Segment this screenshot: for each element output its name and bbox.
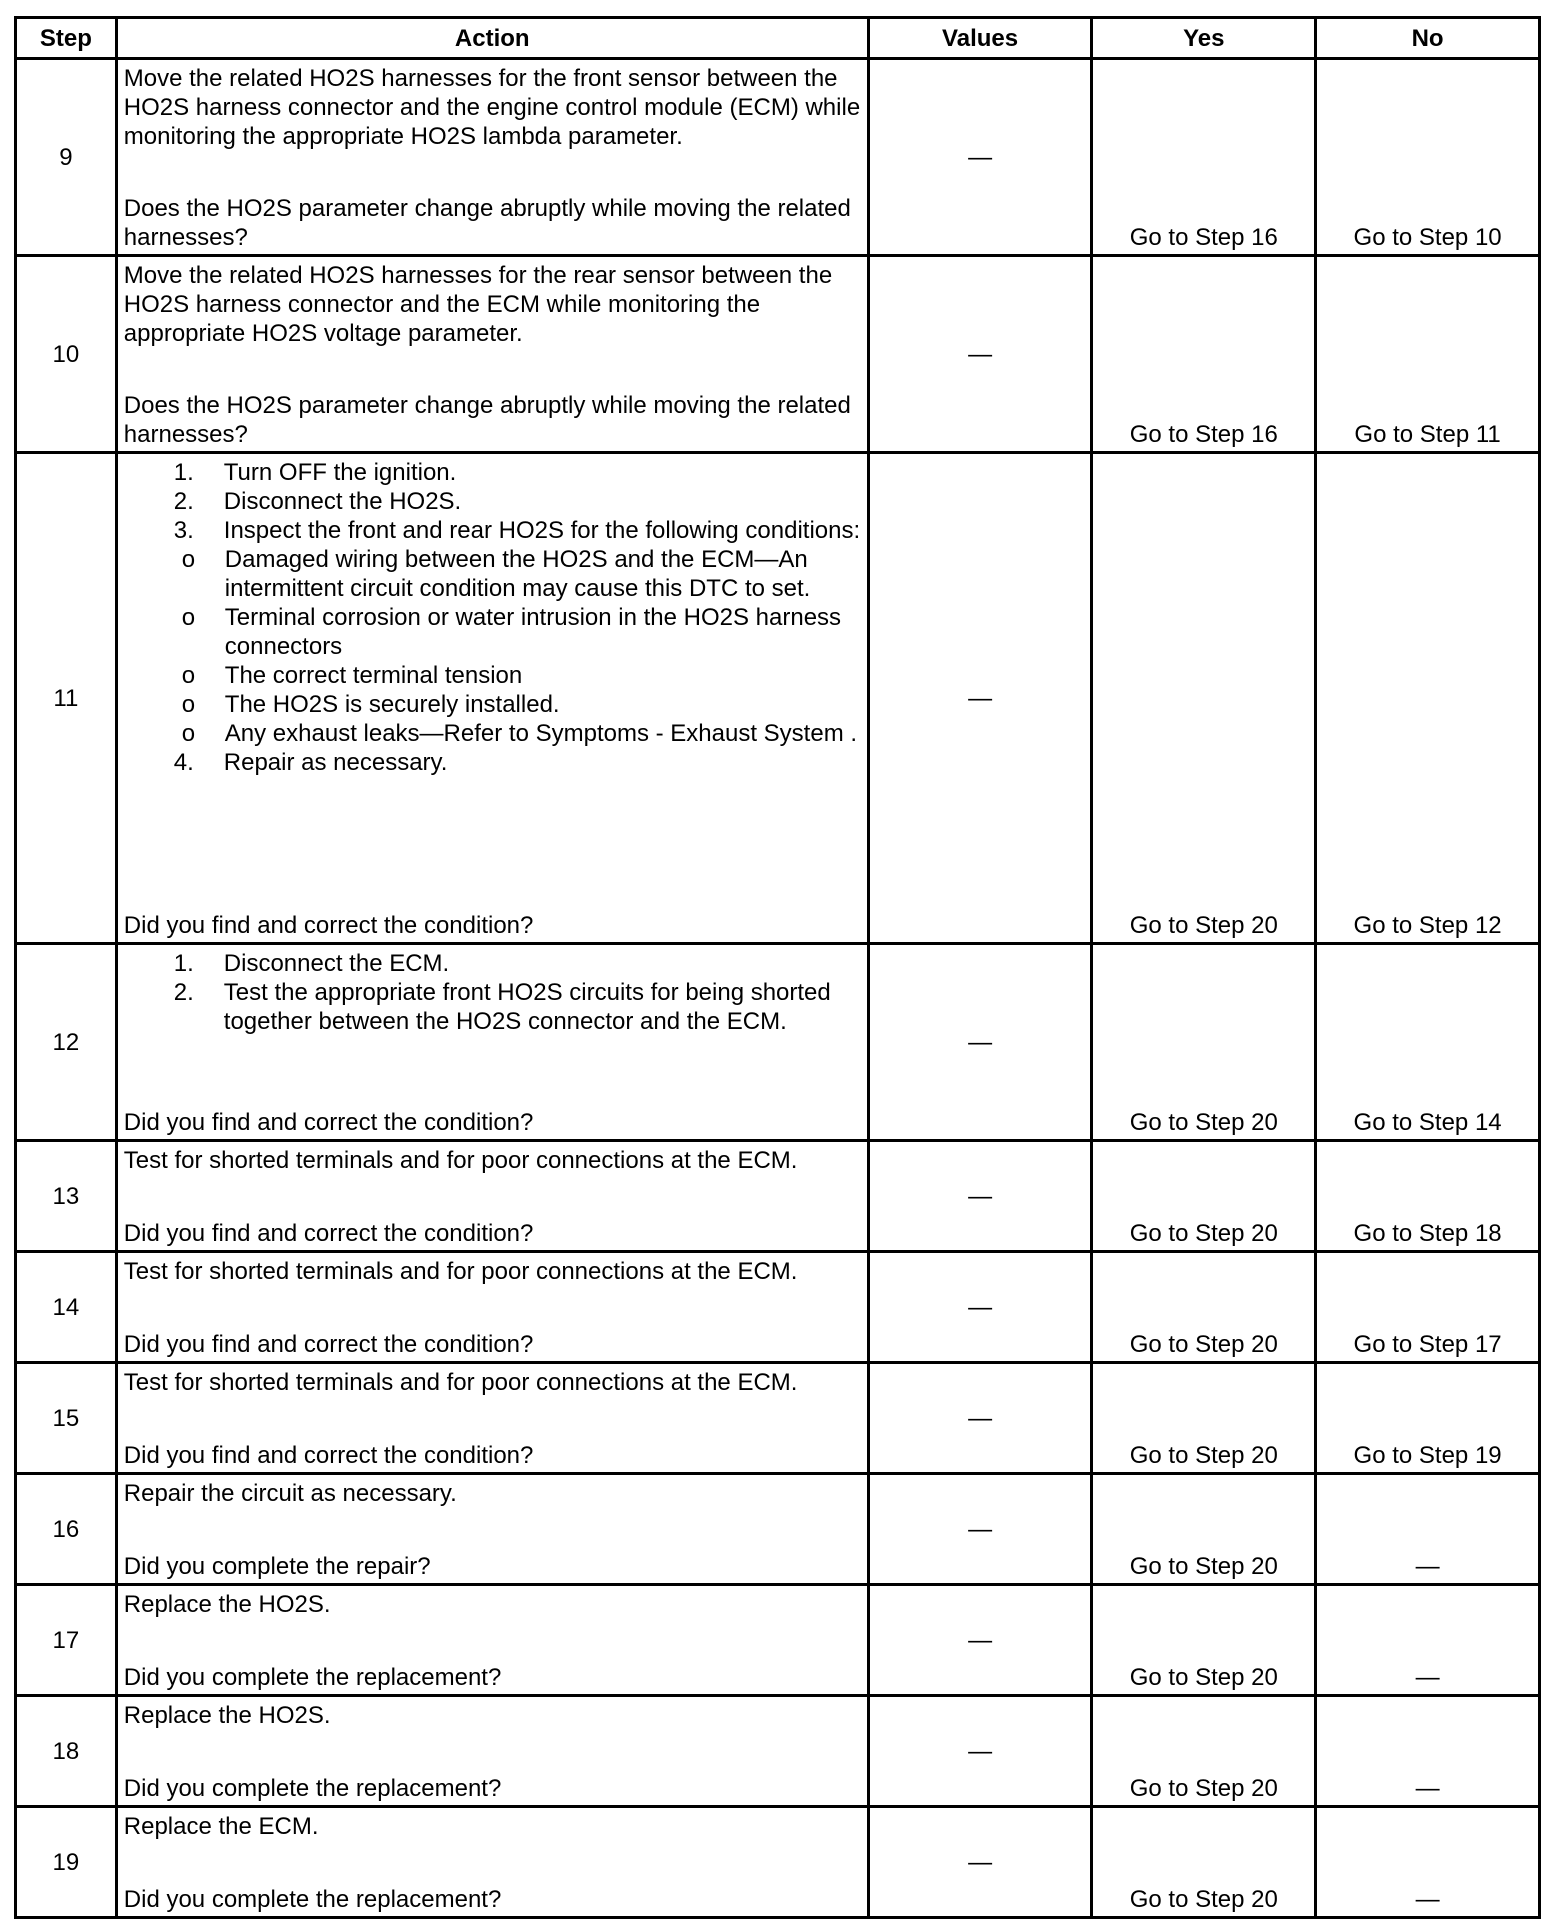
values-cell: — [868,59,1092,256]
step-number: 11 [16,453,117,944]
action-question: Does the HO2S parameter change abruptly while moving the related harnesses? [123,195,851,251]
action-text: Test for shorted terminals and for poor connections at the ECM. [123,1369,798,1396]
bullet-icon: o [181,720,196,747]
yes-link[interactable]: Go to Step 20 [1129,1331,1278,1358]
values-cell: — [868,1696,1092,1807]
list-item: 4. Repair as necessary. [173,749,448,776]
values-cell: — [868,1585,1092,1696]
values-cell: — [868,256,1092,453]
step-number: 16 [16,1474,117,1585]
sublist-item: o The correct terminal tension [181,662,523,689]
action-question: Did you find and correct the condition? [123,1331,534,1358]
bullet-icon: o [181,604,196,631]
action-text: Test for shorted terminals and for poor connections at the ECM. [123,1258,798,1285]
yes-link[interactable]: Go to Step 20 [1129,1775,1278,1802]
header-action: Action [116,18,868,59]
yes-link[interactable]: Go to Step 20 [1129,1886,1278,1913]
action-steps-list [124,949,861,1036]
list-item: 2. Test the appropriate front HO2S circuits for being shorted together between the HO2S connector and the ECM. [173,979,831,1035]
table-row [16,1585,1540,1696]
sublist-item: o The HO2S is securely installed. [181,691,560,718]
values-cell: — [868,1252,1092,1363]
bullet-icon: o [181,662,196,689]
step-number: 9 [16,59,117,256]
yes-link[interactable]: Go to Step 20 [1129,1664,1278,1691]
yes-cell [1092,1585,1316,1696]
header-values: Values [868,18,1092,59]
yes-cell [1092,1141,1316,1252]
yes-link[interactable]: Go to Step 20 [1129,1220,1278,1247]
step-number: 19 [16,1807,117,1918]
step-number: 13 [16,1141,117,1252]
no-cell [1316,256,1540,453]
values-cell: — [868,453,1092,944]
list-item: 1. Turn OFF the ignition. [173,459,457,486]
conditions-sublist [124,545,861,748]
action-question: Did you complete the replacement? [123,1775,502,1802]
header-yes: Yes [1092,18,1316,59]
no-link[interactable]: Go to Step 12 [1353,912,1502,939]
no-link[interactable]: Go to Step 11 [1354,421,1501,448]
table-row [16,1696,1540,1807]
yes-link[interactable]: Go to Step 20 [1129,1109,1278,1136]
action-question: Did you complete the repair? [123,1553,431,1580]
yes-cell [1092,1363,1316,1474]
action-cell [116,1141,868,1252]
action-cell [116,1474,868,1585]
table-row [16,1807,1540,1918]
table-row [16,1252,1540,1363]
table-row [16,1363,1540,1474]
bullet-icon: o [181,691,196,718]
no-link[interactable]: Go to Step 14 [1353,1109,1502,1136]
action-steps-list [124,458,861,777]
action-question: Did you find and correct the condition? [123,912,534,939]
yes-cell [1092,944,1316,1141]
no-link[interactable]: Go to Step 18 [1353,1220,1502,1247]
table-row [16,256,1540,453]
no-cell [1316,1474,1540,1585]
action-question: Did you find and correct the condition? [123,1220,534,1247]
values-cell: — [868,1474,1092,1585]
table-row [16,1141,1540,1252]
step-number: 12 [16,944,117,1141]
yes-link[interactable]: Go to Step 20 [1129,912,1278,939]
no-value: — [1415,1664,1440,1691]
action-cell [116,256,868,453]
action-question: Does the HO2S parameter change abruptly while moving the related harnesses? [123,392,851,448]
yes-cell [1092,453,1316,944]
action-text: Test for shorted terminals and for poor connections at the ECM. [123,1147,798,1174]
list-item: 1. Disconnect the ECM. [173,950,450,977]
yes-cell [1092,1807,1316,1918]
action-cell [116,1807,868,1918]
no-value: — [1415,1775,1440,1802]
table-row [16,59,1540,256]
no-cell [1316,1807,1540,1918]
action-text: Replace the HO2S. [123,1591,331,1618]
no-cell [1316,1252,1540,1363]
no-cell [1316,944,1540,1141]
sublist-item: o Terminal corrosion or water intrusion in the HO2S harness connectors [181,604,842,660]
header-row [16,18,1540,59]
table-row [16,944,1540,1141]
yes-link[interactable]: Go to Step 20 [1129,1553,1278,1580]
action-question: Did you complete the replacement? [123,1886,502,1913]
yes-link[interactable]: Go to Step 16 [1129,224,1278,251]
bullet-icon: o [181,546,196,573]
action-cell [116,1585,868,1696]
action-text: Move the related HO2S harnesses for the rear sensor between the HO2S harness connector and the ECM while monitoring the appropriate HO2S voltage parameter. [123,262,833,347]
yes-link[interactable]: Go to Step 16 [1129,421,1278,448]
action-text: Repair the circuit as necessary. [123,1480,457,1507]
yes-cell [1092,1252,1316,1363]
no-cell [1316,1141,1540,1252]
no-cell [1316,1585,1540,1696]
no-link[interactable]: Go to Step 10 [1353,224,1502,251]
values-cell: — [868,1807,1092,1918]
sublist-item: o Damaged wiring between the HO2S and the ECM—An intermittent circuit condition may cause this DTC to set. [181,546,811,602]
values-cell: — [868,944,1092,1141]
action-question: Did you find and correct the condition? [123,1109,534,1136]
list-item: 3. Inspect the front and rear HO2S for the following conditions: o Damaged wiring between the HO2S and the ECM—An intermittent circuit condition may cause this DTC to set. o Terminal corrosion or water intrusion in the HO2S harness connectors o The correct terminal tension o The HO2S is securely installed. o Any exhaust leaks—Refer to Symptoms - Exhaust System . [124,516,861,748]
yes-cell [1092,1696,1316,1807]
action-text: Replace the ECM. [123,1813,319,1840]
header-no: No [1316,18,1540,59]
yes-cell [1092,59,1316,256]
header-step: Step [16,18,117,59]
action-cell [116,1696,868,1807]
yes-cell [1092,256,1316,453]
yes-link[interactable]: Go to Step 20 [1129,1442,1278,1469]
diagnostic-table [14,16,1541,1919]
step-number: 17 [16,1585,117,1696]
action-text: Move the related HO2S harnesses for the front sensor between the HO2S harness connector and the engine control module (ECM) while monitoring the appropriate HO2S lambda parameter. [123,65,861,150]
table-row [16,1474,1540,1585]
yes-cell [1092,1474,1316,1585]
step-number: 15 [16,1363,117,1474]
action-cell [116,1252,868,1363]
action-cell [116,1363,868,1474]
action-question: Did you find and correct the condition? [123,1442,534,1469]
step-number: 14 [16,1252,117,1363]
no-link[interactable]: Go to Step 19 [1353,1442,1502,1469]
no-cell [1316,453,1540,944]
action-question: Did you complete the replacement? [123,1664,502,1691]
values-cell: — [868,1363,1092,1474]
step-number: 10 [16,256,117,453]
action-text: Replace the HO2S. [123,1702,331,1729]
list-item: 2. Disconnect the HO2S. [173,488,462,515]
no-value: — [1415,1886,1440,1913]
values-cell: — [868,1141,1092,1252]
action-cell [116,453,868,944]
sublist-item: o Any exhaust leaks—Refer to Symptoms - Exhaust System . [181,720,858,747]
no-cell [1316,1696,1540,1807]
action-cell [116,59,868,256]
action-cell [116,944,868,1141]
no-cell [1316,59,1540,256]
no-value: — [1415,1553,1440,1580]
no-link[interactable]: Go to Step 17 [1353,1331,1502,1358]
table-row [16,453,1540,944]
no-cell [1316,1363,1540,1474]
step-number: 18 [16,1696,117,1807]
